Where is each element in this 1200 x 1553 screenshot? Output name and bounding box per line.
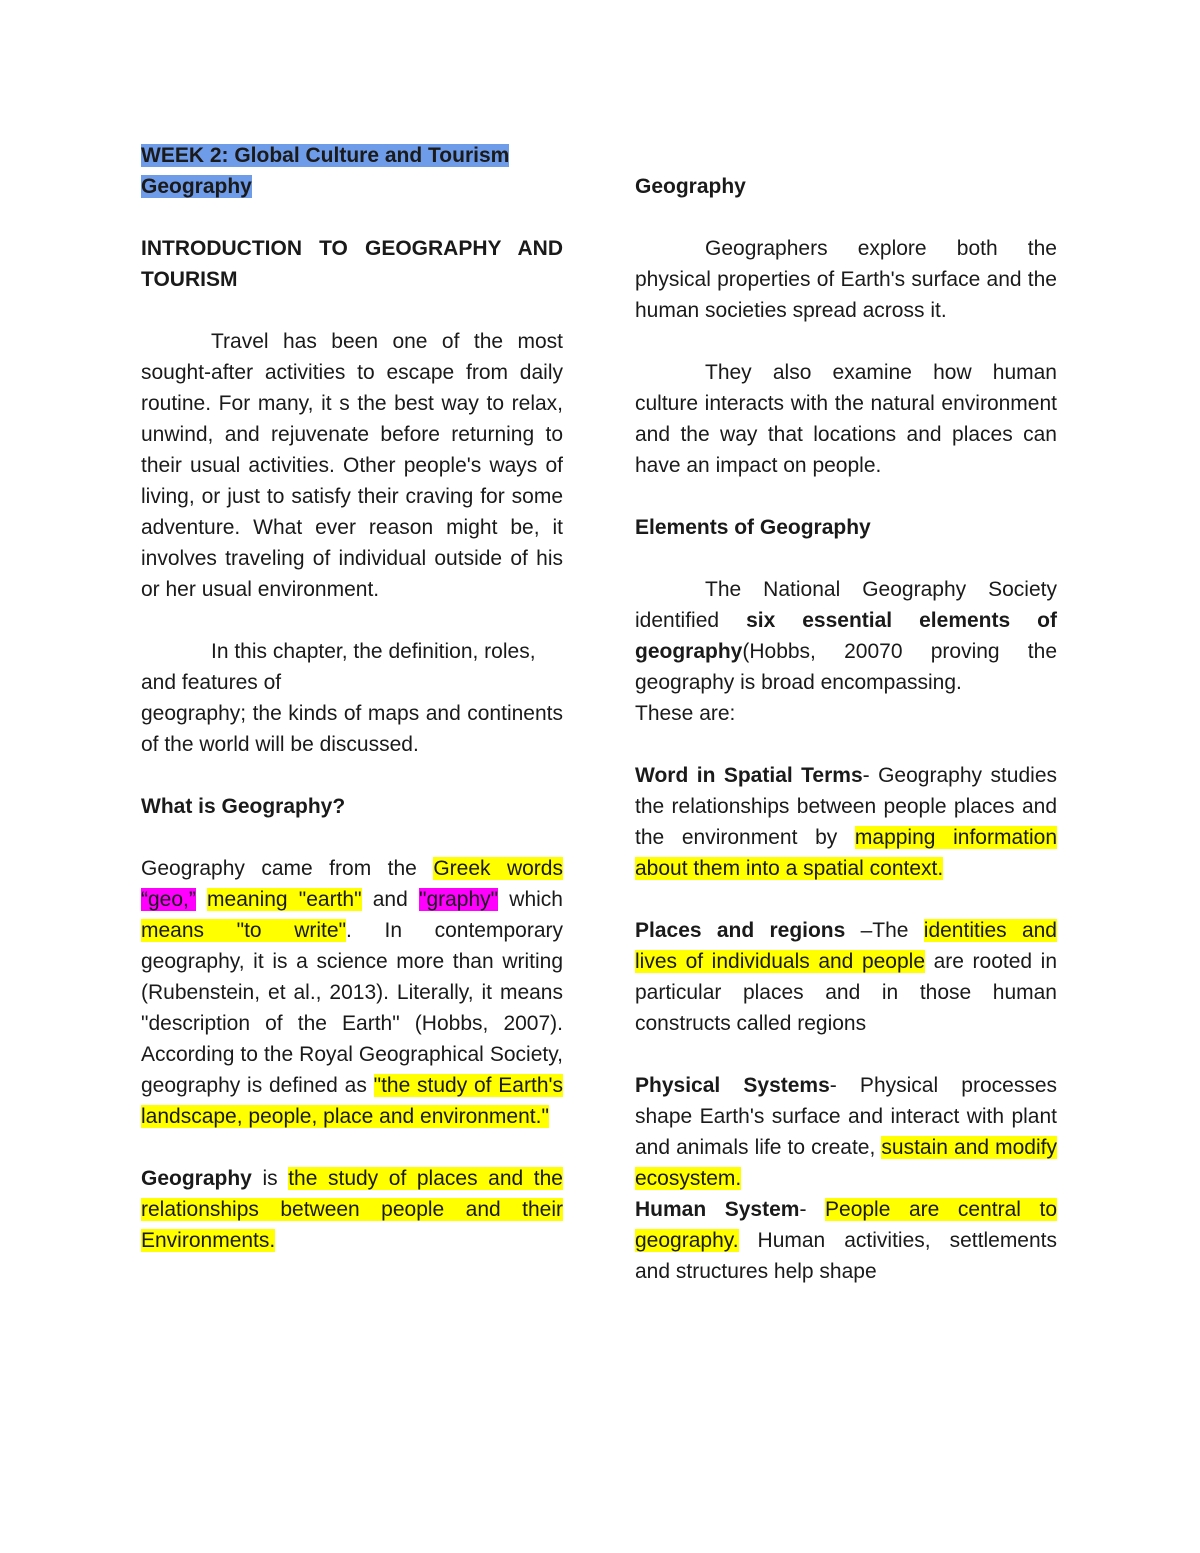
spatial-terms-highlight: mapping information about them into a spatial context. — [635, 826, 1057, 880]
def-text-5: . In contemporary geography, it is a science more than writing (Rubenstein, et al., 2013). Literally, it means "description of the Earth" (Hobbs, 2007). According to the Royal Geographical Society, geography is defined as — [141, 919, 563, 1097]
def-highlight-to-write: means "to write" — [141, 919, 347, 942]
national-society-paragraph — [635, 574, 1057, 729]
nat-text-1: The National Geography Society identified — [635, 578, 1057, 632]
def-highlight-rgs: "the study of Earth's landscape, people, place and environment." — [141, 1074, 564, 1128]
def-text-2 — [196, 888, 207, 911]
human-culture-paragraph: They also examine how human culture interacts with the natural environment and the way that locations and places can have an impact on people. — [635, 361, 1057, 477]
elements-heading: Elements of Geography — [635, 516, 871, 539]
geography-bold-term: Geography — [141, 1167, 252, 1190]
week-title-line1: WEEK 2: Global Culture and Tourism — [141, 144, 510, 167]
right-column — [635, 171, 1057, 1287]
physical-systems-paragraph — [635, 1070, 1057, 1194]
def-highlight-meaning-earth: meaning "earth" — [207, 888, 362, 911]
spatial-terms-text: - Geography studies the relationships between people places and the environment by — [635, 764, 1057, 849]
human-system-bold: Human System — [635, 1198, 800, 1221]
intro-heading: INTRODUCTION TO GEOGRAPHY AND TOURISM — [141, 237, 563, 291]
places-regions-text-2: are rooted in particular places and in those human constructs called regions — [635, 950, 1057, 1035]
places-regions-text-1: –The — [845, 919, 924, 942]
spatial-terms-paragraph — [635, 760, 1057, 884]
def-text-1: Geography came from the — [141, 857, 434, 880]
human-system-paragraph — [635, 1194, 1057, 1287]
nat-body — [635, 574, 1057, 698]
nat-bold-six-elements: six essential elements of geography — [635, 609, 1057, 663]
what-is-geography-heading: What is Geography? — [141, 795, 346, 818]
def-highlight-graphy: "graphy" — [418, 888, 499, 911]
def-highlight-geo: “geo,” — [141, 888, 196, 911]
week-title — [141, 140, 563, 202]
def-text-3: and — [361, 888, 419, 911]
nat-these-are: These are: — [635, 702, 736, 725]
physical-systems-highlight: sustain and modify ecosystem. — [635, 1136, 1057, 1190]
places-regions-highlight: identities and lives of individuals and people — [635, 919, 1057, 973]
places-regions-paragraph — [635, 915, 1057, 1039]
week-title-line2: Geography — [141, 175, 252, 198]
chapter-paragraph — [141, 636, 563, 760]
geography-heading: Geography — [635, 175, 746, 198]
nat-text-2: (Hobbs, 20070 proving the geography is broad encompassing. — [635, 640, 1057, 694]
geography-definition — [141, 1163, 563, 1256]
chapter-line1: In this chapter, the definition, roles, and features of — [141, 640, 536, 694]
human-system-text-2: Human activities, settlements and structures help shape — [635, 1229, 1057, 1283]
def-highlight-greek: Greek words — [433, 857, 563, 880]
places-regions-bold: Places and regions — [635, 919, 846, 942]
geographers-paragraph: Geographers explore both the physical properties of Earth's surface and the human societies spread across it. — [635, 237, 1057, 322]
def-text-4: which — [498, 888, 563, 911]
physical-systems-bold: Physical Systems — [635, 1074, 830, 1097]
definition-paragraph — [141, 853, 563, 1132]
geo-def-text: is — [251, 1167, 289, 1190]
human-system-text-1: - — [799, 1198, 826, 1221]
human-system-highlight: People are central to geography. — [635, 1198, 1057, 1252]
geo-def-highlight: the study of places and the relationships between people and their Environments. — [141, 1167, 563, 1252]
chapter-line2: geography; the kinds of maps and continents of the world will be discussed. — [141, 702, 563, 756]
physical-systems-text: - Physical processes shape Earth's surface and interact with plant and animals life to create, — [635, 1074, 1057, 1159]
spatial-terms-bold: Word in Spatial Terms — [635, 764, 863, 787]
left-column — [141, 140, 563, 1287]
travel-paragraph: Travel has been one of the most sought-after activities to escape from daily routine. For many, it s the best way to relax, unwind, and rejuvenate before returning to their usual activities. Other people's ways of living, or just to satisfy their craving for some adventure. What ever reason might be, it involves traveling of individual outside of his or her usual environment. — [141, 330, 563, 601]
